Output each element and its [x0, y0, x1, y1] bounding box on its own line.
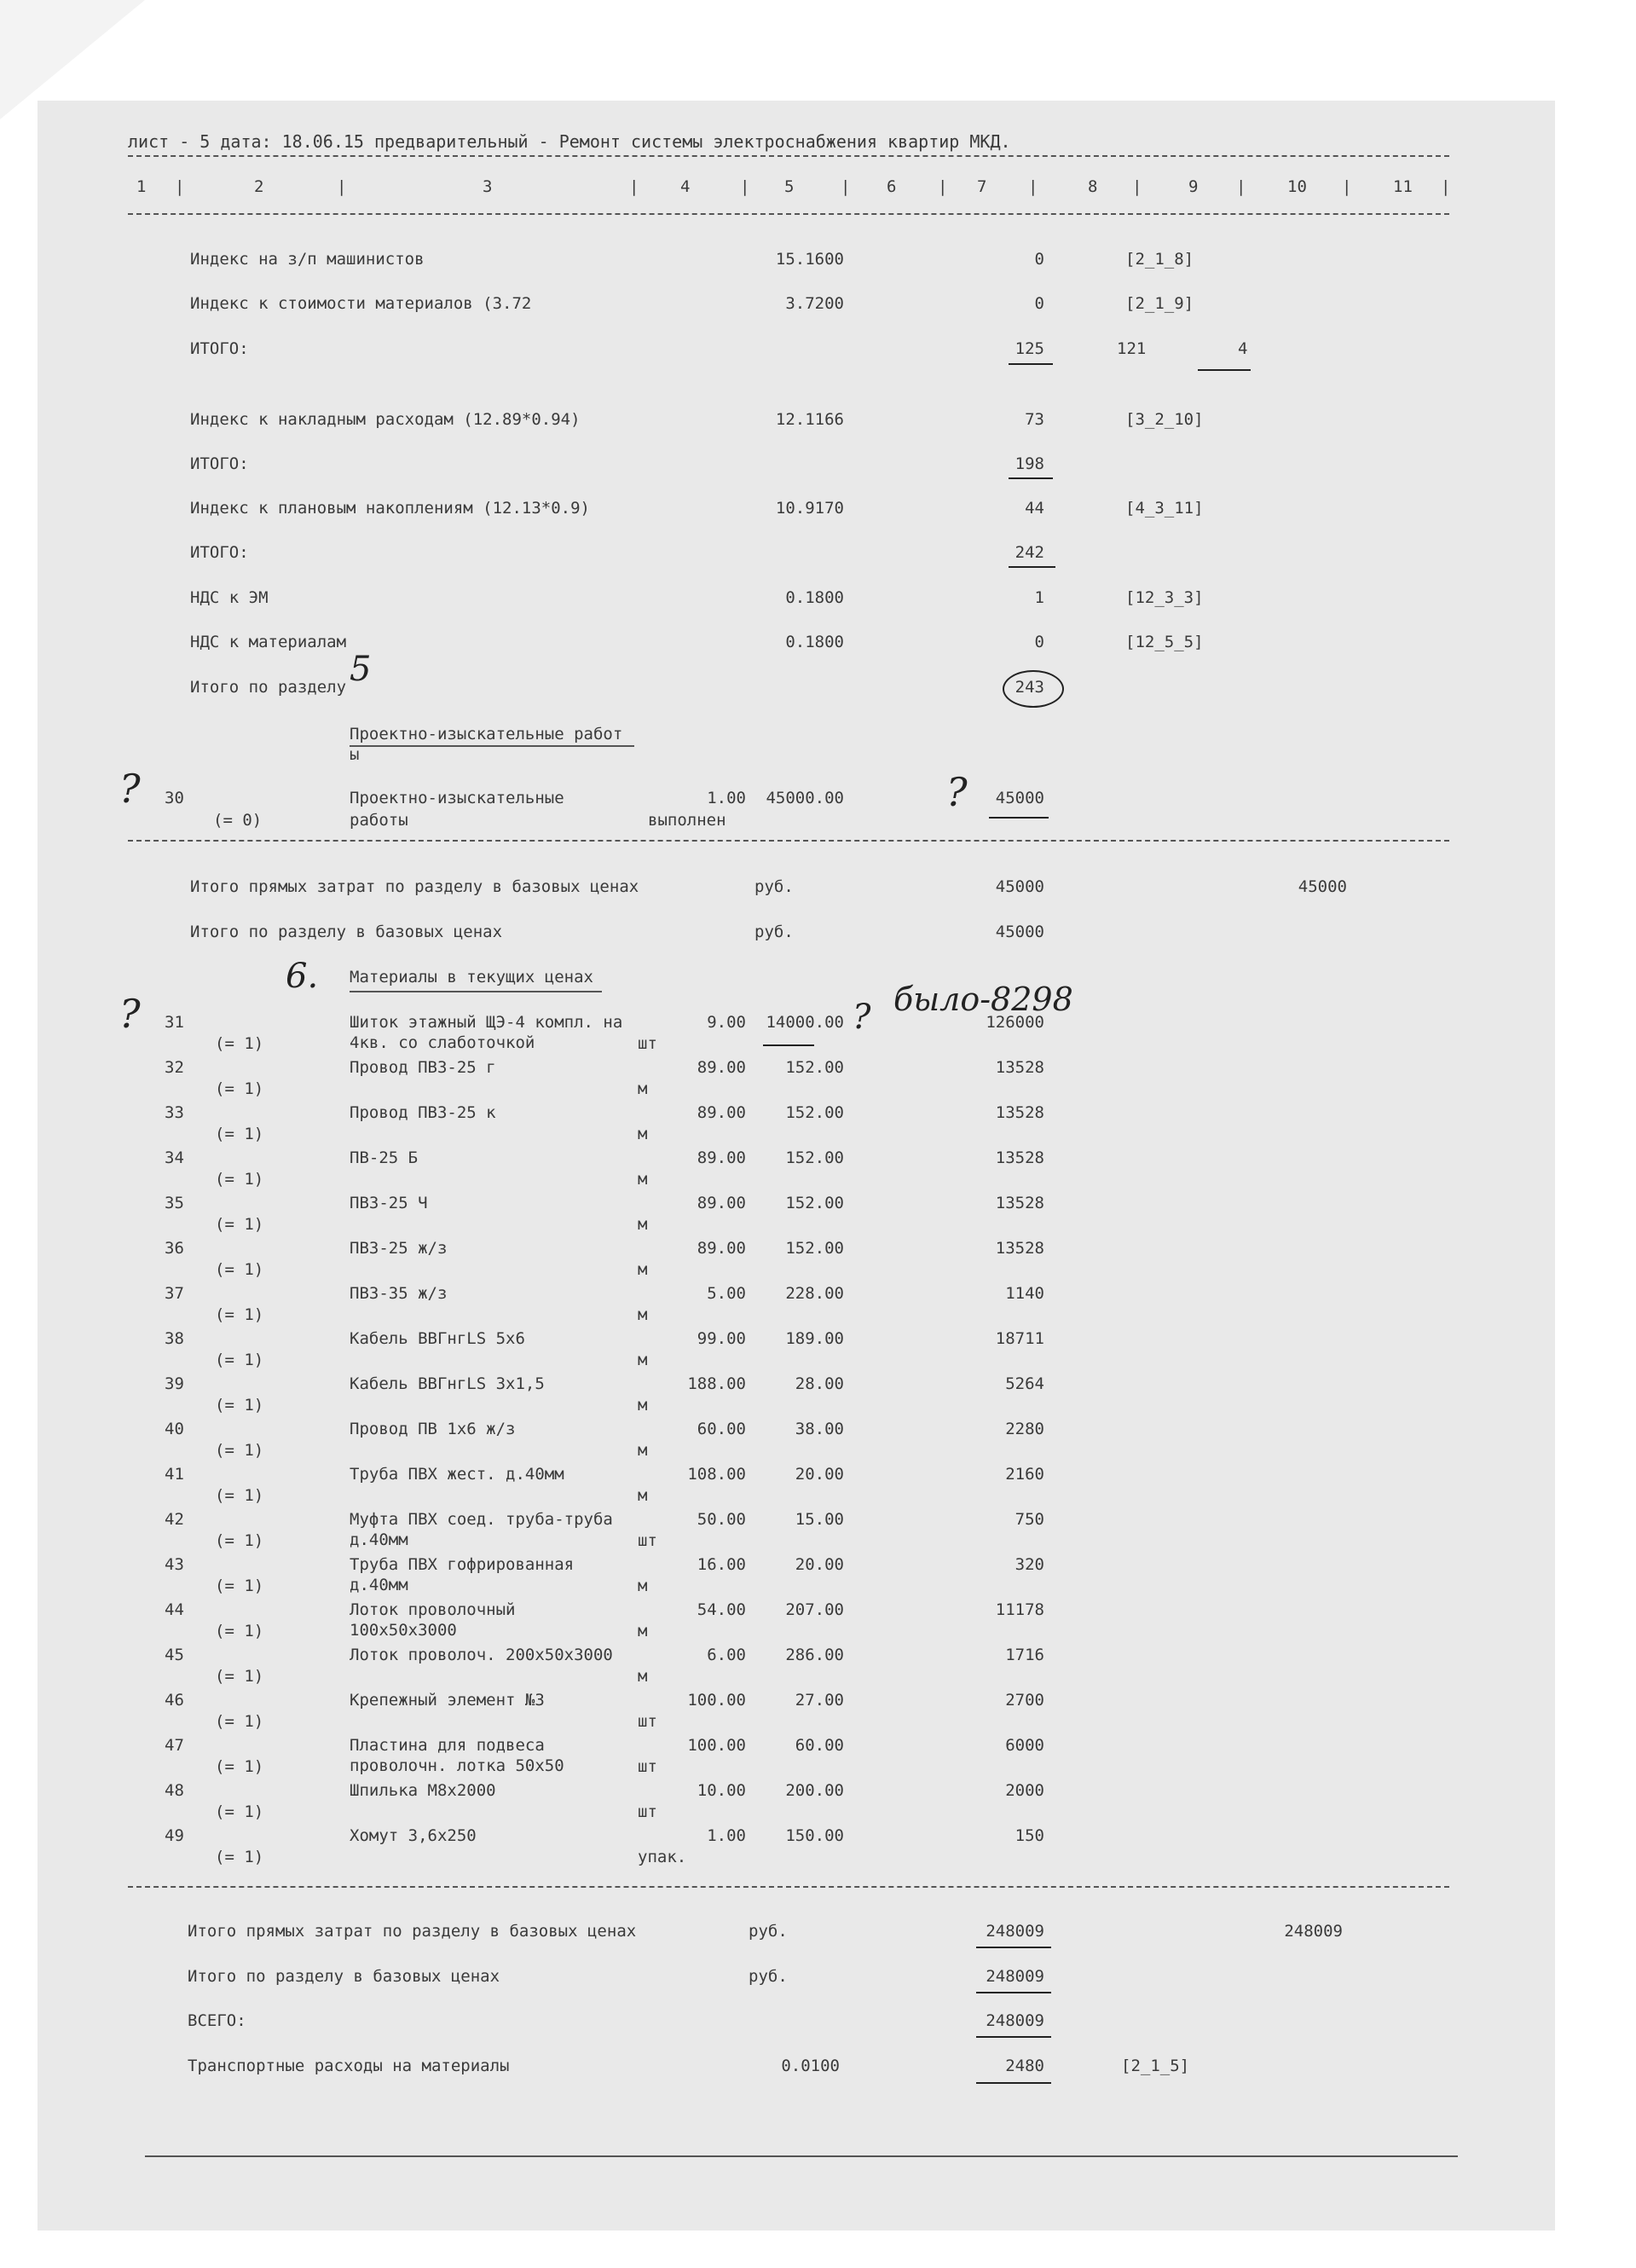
total-label: Итого прямых затрат по разделу в базовых ценах [188, 1922, 637, 1941]
item-number: 30 [165, 789, 184, 807]
item-price: 28.00 [795, 1374, 844, 1393]
item-total: 13528 [995, 1148, 1044, 1167]
item-name: Пластина для подвеса [350, 1736, 545, 1755]
total-amount: 45000 [995, 923, 1044, 941]
handwritten-question-mark: ? [946, 769, 968, 815]
item-code: (= 1) [215, 1351, 264, 1369]
summary-ref: [2_1_8] [1125, 250, 1194, 269]
summary-label: НДС к ЭМ [190, 588, 269, 607]
total-unit: руб. [754, 923, 794, 941]
column-number: 4 [680, 177, 691, 196]
pen-underline [989, 817, 1049, 819]
item-unit: м [638, 1486, 648, 1505]
summary-amount: 125 [1015, 339, 1044, 358]
item-qty: 54.00 [697, 1600, 746, 1619]
item-unit: м [638, 1577, 648, 1595]
item-code: (= 1) [215, 1622, 264, 1640]
item-total: 13528 [995, 1058, 1044, 1077]
column-number: 3 [483, 177, 493, 196]
total-unit: руб. [754, 877, 794, 896]
item-name: Труба ПВХ жест. д.40мм [350, 1465, 564, 1484]
item-code: (= 1) [215, 1486, 264, 1505]
item-qty: 16.00 [697, 1555, 746, 1574]
item-name: Шиток этажный ЩЭ-4 компл. на [350, 1013, 623, 1032]
item-total: 13528 [995, 1103, 1044, 1122]
item-total: 126000 [986, 1013, 1044, 1032]
item-name: ПВ3-25 ж/з [350, 1239, 448, 1258]
column-number: 6 [887, 177, 897, 196]
column-number: 1 [136, 177, 147, 196]
item-total: 2700 [1005, 1691, 1044, 1710]
summary-rate: 12.1166 [775, 410, 844, 429]
item-code: (= 1) [215, 1441, 264, 1460]
summary-label: Индекс к накладным расходам (12.89*0.94) [190, 410, 581, 429]
item-name: работы [350, 811, 408, 830]
item-name: Крепежный элемент №3 [350, 1691, 545, 1710]
item-number: 46 [165, 1691, 184, 1710]
item-number: 41 [165, 1465, 184, 1484]
item-code: (= 1) [215, 1305, 264, 1324]
summary-rate: 0.1800 [785, 633, 844, 651]
item-price: 189.00 [785, 1329, 844, 1348]
pen-underline [976, 1992, 1051, 1993]
item-code: (= 1) [215, 1260, 264, 1279]
handwritten-section-mark: 6. [286, 957, 319, 996]
item-price: 200.00 [785, 1781, 844, 1800]
total-amount: 248009 [986, 1922, 1044, 1941]
item-qty: 6.00 [707, 1646, 746, 1664]
item-name: Труба ПВХ гофрированная [350, 1555, 575, 1574]
pen-underline [976, 1947, 1051, 1948]
total-unit: руб. [749, 1922, 788, 1941]
item-number: 40 [165, 1420, 184, 1438]
item-qty: 100.00 [687, 1736, 746, 1755]
section-rule [128, 840, 1449, 842]
item-unit: м [638, 1396, 648, 1415]
summary-label: ИТОГО: [190, 543, 249, 562]
pen-underline [1009, 477, 1053, 479]
item-unit: м [638, 1079, 648, 1098]
total-label: Итого по разделу в базовых ценах [190, 923, 503, 941]
column-number: 10 [1287, 177, 1307, 196]
summary-amount: 242 [1015, 543, 1044, 562]
item-unit: м [638, 1622, 648, 1640]
item-qty: 89.00 [697, 1103, 746, 1122]
total-col10: 45000 [1298, 877, 1347, 896]
pen-underline [976, 2082, 1051, 2084]
item-number: 32 [165, 1058, 184, 1077]
summary-label: Индекс на з/п машинистов [190, 250, 425, 269]
handwritten-question-mark: ? [119, 991, 141, 1037]
item-qty: 89.00 [697, 1239, 746, 1258]
item-number: 38 [165, 1329, 184, 1348]
item-price: 152.00 [785, 1148, 844, 1167]
item-total: 750 [1015, 1510, 1044, 1529]
item-qty: 50.00 [697, 1510, 746, 1529]
item-unit: шт [638, 1712, 657, 1731]
item-name: Провод ПВ 1х6 ж/з [350, 1420, 516, 1438]
item-price: 38.00 [795, 1420, 844, 1438]
item-number: 43 [165, 1555, 184, 1574]
total-unit: руб. [749, 1967, 788, 1986]
column-separator: | [1342, 177, 1352, 196]
summary-ref: [3_2_10] [1125, 410, 1204, 429]
item-total: 13528 [995, 1194, 1044, 1212]
handwritten-question-mark: ? [853, 998, 871, 1037]
item-code: (= 1) [215, 1079, 264, 1098]
summary-rate: 10.9170 [775, 499, 844, 518]
item-code: (= 1) [215, 1125, 264, 1143]
handwritten-question-mark: ? [119, 766, 141, 812]
item-name: Шпилька М8х2000 [350, 1781, 496, 1800]
item-name: д.40мм [350, 1530, 408, 1549]
summary-col10: 4 [1238, 339, 1248, 358]
item-total: 5264 [1005, 1374, 1044, 1393]
summary-amount: 1 [1034, 588, 1044, 607]
summary-amount: 243 [1015, 678, 1044, 697]
summary-amount: 44 [1025, 499, 1044, 518]
column-separator: | [337, 177, 347, 196]
item-price: 152.00 [785, 1239, 844, 1258]
column-number: 5 [784, 177, 795, 196]
column-separator: | [938, 177, 948, 196]
item-price: 152.00 [785, 1194, 844, 1212]
item-code: (= 1) [215, 1034, 264, 1053]
summary-col8: 121 [1117, 339, 1147, 358]
bottom-rule [145, 2155, 1458, 2157]
summary-label: ИТОГО: [190, 339, 249, 358]
summary-rate: 15.1600 [775, 250, 844, 269]
item-unit: шт [638, 1802, 657, 1821]
column-number: 11 [1393, 177, 1413, 196]
item-number: 34 [165, 1148, 184, 1167]
item-code: (= 1) [215, 1712, 264, 1731]
item-qty: 1.00 [707, 1826, 746, 1845]
section-title-underline [350, 991, 602, 992]
item-price: 150.00 [785, 1826, 844, 1845]
item-number: 35 [165, 1194, 184, 1212]
item-total: 1716 [1005, 1646, 1044, 1664]
summary-amount: 0 [1034, 250, 1044, 269]
item-total: 18711 [995, 1329, 1044, 1348]
item-total: 2280 [1005, 1420, 1044, 1438]
item-qty: 60.00 [697, 1420, 746, 1438]
item-qty: 10.00 [697, 1781, 746, 1800]
item-code: (= 1) [215, 1577, 264, 1595]
total-ref: [2_1_5] [1121, 2057, 1190, 2075]
summary-label: Индекс к плановым накоплениям (12.13*0.9) [190, 499, 590, 518]
column-separator: | [1236, 177, 1246, 196]
item-price: 45000.00 [766, 789, 844, 807]
item-qty: 9.00 [707, 1013, 746, 1032]
item-name: Провод ПВ3-25 г [350, 1058, 496, 1077]
item-unit: м [638, 1260, 648, 1279]
item-name: Кабель ВВГнгLS 5х6 [350, 1329, 525, 1348]
item-qty: 188.00 [687, 1374, 746, 1393]
item-code: (= 1) [215, 1215, 264, 1234]
item-price: 228.00 [785, 1284, 844, 1303]
item-name: Муфта ПВХ соед. труба-труба [350, 1510, 613, 1529]
handwritten-note: было-8298 [893, 981, 1073, 1018]
pen-circle [1003, 670, 1064, 708]
pen-underline [1198, 369, 1251, 371]
total-amount: 248009 [986, 2011, 1044, 2030]
item-unit: м [638, 1667, 648, 1686]
pen-underline [976, 2036, 1051, 2038]
item-unit: шт [638, 1034, 657, 1053]
total-amount: 248009 [986, 1967, 1044, 1986]
item-code: (= 1) [215, 1170, 264, 1189]
total-rate: 0.0100 [781, 2057, 840, 2075]
item-unit: шт [638, 1757, 657, 1776]
item-unit: м [638, 1351, 648, 1369]
column-separator: | [1028, 177, 1038, 196]
item-qty: 89.00 [697, 1148, 746, 1167]
item-name: Хомут 3,6х250 [350, 1826, 477, 1845]
summary-label: Индекс к стоимости материалов (3.72 [190, 294, 532, 313]
item-qty: 89.00 [697, 1194, 746, 1212]
item-unit: м [638, 1125, 648, 1143]
section-title-underline [350, 745, 634, 747]
summary-rate: 0.1800 [785, 588, 844, 607]
section-rule [128, 1886, 1449, 1888]
item-code: (= 1) [215, 1396, 264, 1415]
column-separator: | [1441, 177, 1451, 196]
item-code: (= 1) [215, 1757, 264, 1776]
item-number: 31 [165, 1013, 184, 1032]
item-total: 1140 [1005, 1284, 1044, 1303]
total-label: Итого по разделу в базовых ценах [188, 1967, 500, 1986]
item-unit: м [638, 1215, 648, 1234]
item-number: 36 [165, 1239, 184, 1258]
item-code: (= 1) [215, 1531, 264, 1550]
item-number: 49 [165, 1826, 184, 1845]
summary-amount: 0 [1034, 294, 1044, 313]
item-name: ПВ-25 Б [350, 1148, 419, 1167]
item-total: 2160 [1005, 1465, 1044, 1484]
summary-label: Итого по разделу [190, 678, 347, 697]
summary-ref: [12_5_5] [1125, 633, 1204, 651]
item-name: ПВ3-25 Ч [350, 1194, 428, 1212]
item-total: 13528 [995, 1239, 1044, 1258]
item-number: 48 [165, 1781, 184, 1800]
item-name: Лоток проволочный [350, 1600, 516, 1619]
section-title: ы [350, 745, 360, 764]
item-code: (= 0) [213, 811, 263, 830]
item-name: д.40мм [350, 1576, 408, 1594]
item-name: ПВ3-35 ж/з [350, 1284, 448, 1303]
item-name: Проектно-изыскательные [350, 789, 564, 807]
summary-ref: [4_3_11] [1125, 499, 1204, 518]
column-separator: | [1132, 177, 1142, 196]
summary-rate: 3.7200 [785, 294, 844, 313]
item-number: 47 [165, 1736, 184, 1755]
summary-ref: [12_3_3] [1125, 588, 1204, 607]
item-price: 20.00 [795, 1555, 844, 1574]
summary-amount: 73 [1025, 410, 1044, 429]
total-amount: 2480 [1005, 2057, 1044, 2075]
item-number: 33 [165, 1103, 184, 1122]
item-name: проволочн. лотка 50х50 [350, 1756, 564, 1775]
item-price: 20.00 [795, 1465, 844, 1484]
item-name: 4кв. со слаботочкой [350, 1033, 535, 1052]
summary-label: НДС к материалам [190, 633, 347, 651]
item-number: 39 [165, 1374, 184, 1393]
item-number: 45 [165, 1646, 184, 1664]
summary-label: ИТОГО: [190, 454, 249, 473]
header-rule-top [128, 155, 1449, 157]
section-title: Проектно-изыскательные работ [350, 725, 623, 743]
column-number: 7 [977, 177, 987, 196]
item-price: 207.00 [785, 1600, 844, 1619]
total-label: ВСЕГО: [188, 2011, 246, 2030]
item-unit: шт [638, 1531, 657, 1550]
item-number: 44 [165, 1600, 184, 1619]
column-number: 9 [1188, 177, 1199, 196]
item-qty: 100.00 [687, 1691, 746, 1710]
section-title: Материалы в текущих ценах [350, 968, 593, 986]
item-qty: 89.00 [697, 1058, 746, 1077]
total-label: Транспортные расходы на материалы [188, 2057, 510, 2075]
item-code: (= 1) [215, 1667, 264, 1686]
item-qty: 5.00 [707, 1284, 746, 1303]
header-rule-bottom [128, 213, 1449, 215]
item-price: 286.00 [785, 1646, 844, 1664]
item-name: 100х50х3000 [350, 1621, 457, 1640]
summary-ref: [2_1_9] [1125, 294, 1194, 313]
item-unit: упак. [638, 1848, 687, 1866]
pen-underline [1009, 363, 1053, 365]
total-amount: 45000 [995, 877, 1044, 896]
item-total: 11178 [995, 1600, 1044, 1619]
handwritten-section-mark: 5 [350, 650, 372, 689]
pen-underline [763, 1044, 814, 1046]
summary-amount: 0 [1034, 633, 1044, 651]
item-number: 42 [165, 1510, 184, 1529]
page-curl [0, 0, 145, 119]
item-total: 2000 [1005, 1781, 1044, 1800]
total-col10: 248009 [1284, 1922, 1343, 1941]
item-unit: м [638, 1441, 648, 1460]
item-price: 60.00 [795, 1736, 844, 1755]
item-total: 6000 [1005, 1736, 1044, 1755]
item-unit: м [638, 1170, 648, 1189]
item-name: Лоток проволоч. 200х50х3000 [350, 1646, 613, 1664]
column-separator: | [175, 177, 185, 196]
item-qty: 99.00 [697, 1329, 746, 1348]
item-price: 152.00 [785, 1058, 844, 1077]
item-qty: 108.00 [687, 1465, 746, 1484]
column-number: 8 [1088, 177, 1098, 196]
column-separator: | [629, 177, 639, 196]
item-code: (= 1) [215, 1848, 264, 1866]
item-total: 320 [1015, 1555, 1044, 1574]
item-name: Провод ПВ3-25 к [350, 1103, 496, 1122]
item-unit: м [638, 1305, 648, 1324]
item-code: (= 1) [215, 1802, 264, 1821]
column-number: 2 [254, 177, 264, 196]
item-unit: выполнен [648, 811, 726, 830]
item-number: 37 [165, 1284, 184, 1303]
item-total: 150 [1015, 1826, 1044, 1845]
item-name: Кабель ВВГнгLS 3х1,5 [350, 1374, 545, 1393]
summary-amount: 198 [1015, 454, 1044, 473]
item-price: 15.00 [795, 1510, 844, 1529]
item-total: 45000 [995, 789, 1044, 807]
item-qty: 1.00 [707, 789, 746, 807]
column-separator: | [841, 177, 851, 196]
pen-underline [1009, 566, 1055, 568]
item-price: 14000.00 [766, 1013, 844, 1032]
total-label: Итого прямых затрат по разделу в базовых ценах [190, 877, 639, 896]
item-price: 27.00 [795, 1691, 844, 1710]
column-separator: | [740, 177, 750, 196]
sheet-title: лист - 5 дата: 18.06.15 предварительный - Ремонт системы электроснабжения квартир МКД. [128, 131, 1011, 152]
item-price: 152.00 [785, 1103, 844, 1122]
